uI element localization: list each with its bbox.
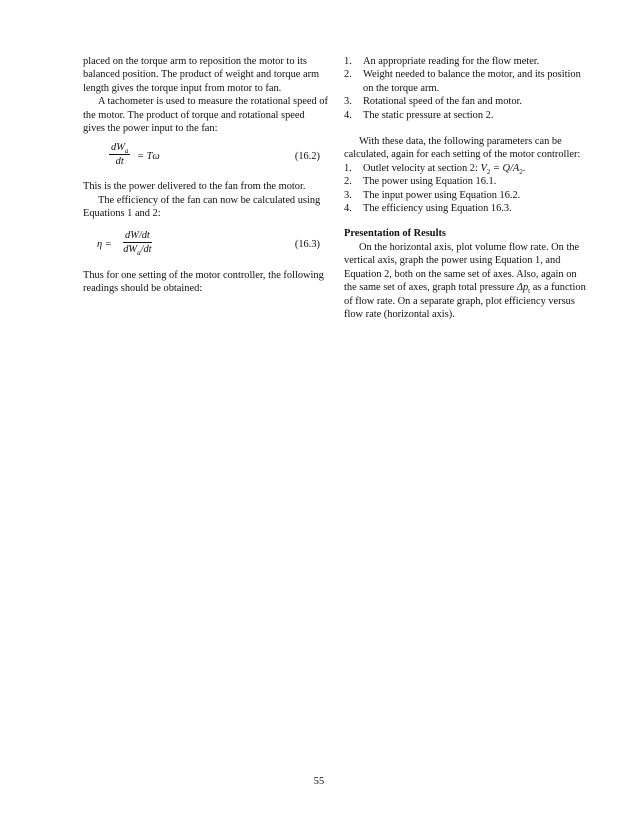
list-text: Rotational speed of the fan and motor.: [363, 96, 522, 108]
paragraph: This is the power delivered to the fan from the motor.: [83, 181, 306, 193]
list-item: [344, 175, 589, 188]
equation-16-3: [83, 230, 328, 260]
readings-list: [344, 55, 589, 122]
velocity-sub: 2: [486, 167, 491, 176]
list-text: The efficiency using Equation 16.3.: [363, 203, 512, 215]
list-item: [344, 189, 589, 202]
list-number: 4.: [344, 109, 352, 121]
eq-denominator-sub: a: [137, 248, 141, 257]
eq-denominator: dt: [115, 156, 124, 168]
eq-denominator-pre: dW: [123, 243, 138, 255]
formula-end: .: [522, 162, 526, 174]
fraction: [123, 230, 152, 256]
list-number: 1.: [344, 162, 352, 174]
list-number: 4.: [344, 203, 352, 215]
list-text: Outlet velocity at section 2:: [363, 162, 481, 174]
eq-numerator: dW: [111, 142, 125, 154]
formula-mid: = Q/A: [490, 162, 520, 174]
list-item: [344, 55, 589, 68]
section-heading: Presentation of Results: [344, 228, 446, 240]
paragraph: With these data, the following parameters can be calculated, again for each setting of the motor controller:: [344, 136, 581, 161]
list-item: [344, 109, 589, 122]
equation-number: (16.2): [294, 151, 320, 163]
paragraph-text: On the horizontal axis, plot volume flow rate. On the vertical axis, graph the power using Equation 1, and Equation 2, both on the same set of axes. Also, again on the same set of axes, graph total pressure: [344, 241, 580, 294]
left-column: [83, 55, 328, 295]
list-text: Weight needed to balance the motor, and its position on the torque arm.: [363, 69, 581, 94]
right-column: [344, 55, 589, 321]
list-item: [344, 202, 589, 215]
paragraph: placed on the torque arm to reposition the motor to its balanced position. The product of weight and torque arm length gives the torque input from motor to fan.: [83, 56, 320, 94]
list-item: [344, 95, 589, 108]
eq-rhs: = Tω: [137, 151, 160, 163]
equation-number: (16.3): [294, 238, 320, 250]
list-number: 2.: [344, 69, 352, 81]
list-item: [344, 162, 589, 175]
pressure-sub: t: [528, 287, 531, 296]
list-item: [344, 68, 589, 95]
eq-denominator-post: /dt: [140, 243, 152, 255]
list-text: The input power using Equation 16.2.: [363, 189, 521, 201]
parameters-list: [344, 162, 589, 216]
list-number: 3.: [344, 96, 352, 108]
fraction: [109, 142, 130, 168]
paragraph: [344, 241, 589, 321]
list-number: 3.: [344, 189, 352, 201]
pressure-symbol: Δp: [516, 282, 529, 294]
equation-16-2: [83, 142, 328, 172]
list-text: The power using Equation 16.1.: [363, 176, 497, 188]
eq-numerator: dW/dt: [125, 229, 150, 241]
paragraph: The efficiency of the fan can now be calculated using Equations 1 and 2:: [83, 194, 321, 220]
paragraph-text: as a function of flow rate. On a separate graph, plot efficiency versus flow rate (horizontal axis).: [344, 282, 586, 320]
list-number: 2.: [344, 176, 352, 188]
list-text: The static pressure at section 2.: [363, 109, 494, 121]
area-sub: 2: [519, 167, 523, 176]
paragraph: A tachometer is used to measure the rotational speed of the motor. The product of torque and rotational speed gives the power input to the fan:: [83, 96, 328, 135]
page-number: 55: [313, 776, 325, 787]
list-number: 1.: [344, 56, 352, 67]
paragraph: Thus for one setting of the motor controller, the following readings should be obtained:: [83, 269, 324, 295]
list-text: An appropriate reading for the flow meter.: [363, 56, 540, 67]
eq-lhs: η =: [97, 238, 112, 250]
velocity-symbol: V: [480, 162, 487, 174]
eq-numerator-sub: a: [124, 147, 129, 156]
